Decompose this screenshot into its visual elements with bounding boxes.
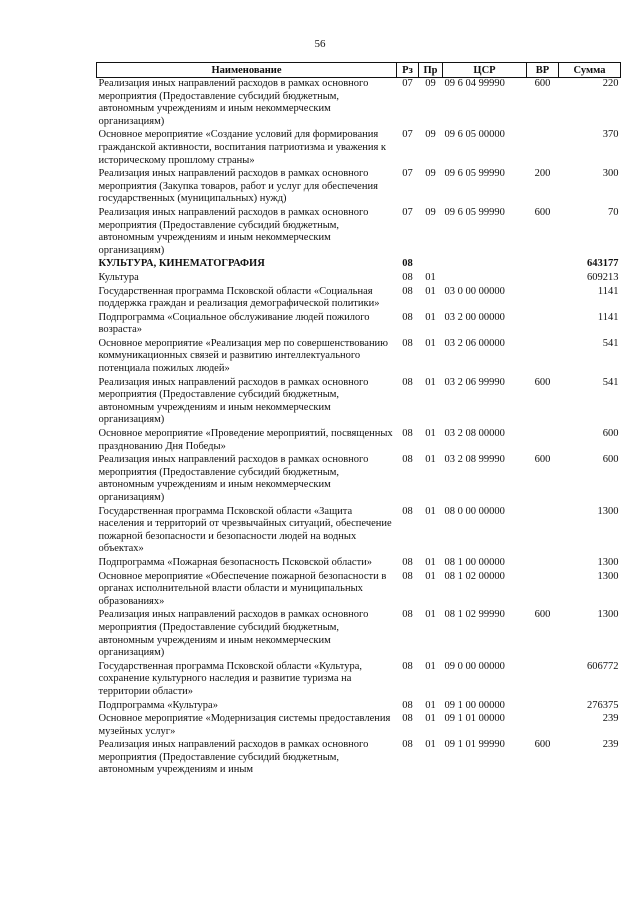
cell-sum: 606772 [587, 660, 619, 672]
cell-name: Основное мероприятие «Реализация мер по совершенствованию коммуникационных связей и развитию интеллектуального потенциала пожилых людей» [98, 337, 389, 375]
cell-pr: 01 [425, 337, 436, 349]
cell-csr: 03 2 06 00000 [444, 337, 505, 349]
table-body [97, 78, 621, 779]
cell-rz: 08 [402, 258, 413, 270]
cell-sum: 370 [602, 129, 619, 141]
cell-sum: 541 [602, 376, 619, 388]
cell-name: Реализация иных направлений расходов в рамках основного мероприятия (Предоставление субсидий бюджетным, автономным учреждениям и иным [98, 739, 369, 776]
cell-rz: 08 [402, 660, 413, 672]
table-row [97, 286, 621, 312]
cell-sum: 1300 [597, 570, 619, 582]
table-row [97, 454, 621, 505]
cell-sum: 276375 [587, 699, 619, 711]
cell-pr: 01 [425, 271, 436, 283]
section-row [97, 258, 621, 272]
cell-name: Реализация иных направлений расходов в рамках основного мероприятия (Предоставление субсидий бюджетным, автономным учреждениям и иным некоммерческим организациям) [98, 609, 369, 659]
cell-name: Государственная программа Псковской области «Социальная поддержка граждан и реализация демографической политики» [98, 285, 380, 310]
cell-sum: 1141 [597, 285, 619, 297]
cell-pr: 01 [425, 505, 436, 517]
cell-name: Реализация иных направлений расходов в рамках основного мероприятия (Предоставление субсидий бюджетным, автономным учреждениям и иным некоммерческим организациям) [98, 206, 369, 256]
cell-sum: 600 [602, 454, 619, 466]
cell-rz: 07 [402, 129, 413, 141]
table-row [97, 129, 621, 168]
cell-sum: 1300 [597, 505, 619, 517]
cell-rz: 08 [402, 609, 413, 621]
cell-csr: 09 1 00 00000 [444, 699, 505, 711]
table-row [97, 661, 621, 700]
cell-pr: 01 [425, 556, 436, 568]
cell-name: Основное мероприятие «Создание условий для формирования гражданской активности, воспитания патриотизма и уважения к историческому прошлому страны» [98, 129, 387, 166]
cell-sum: 239 [602, 739, 619, 751]
cell-sum: 220 [602, 78, 619, 89]
cell-csr: 03 2 00 00000 [444, 311, 505, 323]
page-number: 56 [314, 38, 326, 50]
cell-vr [527, 338, 559, 377]
cell-pr: 01 [425, 376, 436, 388]
header-vr: ВР [527, 63, 559, 78]
cell-vr: 600 [534, 206, 551, 218]
cell-sum: 239 [602, 713, 619, 725]
cell-name: Подпрограмма «Пожарная безопасность Псковской области» [98, 556, 373, 568]
cell-pr: 09 [425, 78, 436, 89]
cell-rz: 08 [402, 699, 413, 711]
cell-csr: 03 0 00 00000 [444, 285, 505, 297]
cell-pr: 01 [425, 660, 436, 672]
cell-csr: 03 2 06 99990 [444, 376, 505, 388]
cell-rz: 07 [402, 78, 413, 89]
cell-vr [527, 557, 559, 571]
cell-vr [527, 272, 559, 286]
cell-vr: 600 [534, 376, 551, 388]
cell-sum: 300 [602, 168, 619, 180]
cell-name: Основное мероприятие «Проведение мероприятий, посвященных празднованию Дня Победы» [98, 428, 393, 452]
cell-rz: 08 [402, 556, 413, 568]
cell-name: КУЛЬТУРА, КИНЕМАТОГРАФИЯ [98, 258, 265, 270]
cell-csr [443, 258, 527, 272]
cell-rz: 07 [402, 206, 413, 218]
cell-csr: 09 1 01 00000 [444, 713, 505, 725]
cell-csr: 08 1 02 00000 [444, 570, 505, 582]
table-row [97, 377, 621, 428]
cell-name: Подпрограмма «Культура» [98, 699, 218, 711]
cell-name: Основное мероприятие «Модернизация системы предоставления музейных услуг» [98, 713, 391, 737]
table-row [97, 739, 621, 778]
cell-name: Основное мероприятие «Обеспечение пожарной безопасности в органах исполнительной власти области и муниципальных образованиях» [98, 570, 387, 607]
cell-csr: 09 1 01 99990 [444, 739, 505, 751]
cell-sum: 70 [608, 206, 619, 218]
cell-vr [527, 700, 559, 714]
cell-vr [527, 129, 559, 168]
table-row [97, 312, 621, 338]
cell-rz: 08 [402, 454, 413, 466]
cell-vr [527, 258, 559, 272]
cell-rz: 08 [402, 337, 413, 349]
table-row [97, 713, 621, 739]
cell-vr: 200 [534, 168, 551, 180]
cell-pr: 01 [425, 428, 436, 440]
table-row [97, 506, 621, 557]
cell-rz: 08 [402, 713, 413, 725]
table-row [97, 168, 621, 207]
cell-csr: 08 1 00 00000 [444, 556, 505, 568]
cell-name: Реализация иных направлений расходов в рамках основного мероприятия (Предоставление субсидий бюджетным, автономным учреждениям и иным некоммерческим организациям) [98, 376, 369, 426]
cell-pr: 01 [425, 739, 436, 751]
cell-vr [527, 661, 559, 700]
cell-pr: 01 [425, 454, 436, 466]
cell-name: Культура [98, 271, 139, 283]
table-row [97, 557, 621, 571]
cell-sum: 541 [602, 337, 619, 349]
cell-pr: 01 [425, 609, 436, 621]
cell-csr [443, 272, 527, 286]
cell-vr: 600 [534, 78, 551, 89]
table-row [97, 338, 621, 377]
cell-rz: 08 [402, 428, 413, 440]
cell-pr: 09 [425, 129, 436, 141]
cell-csr: 08 1 02 99990 [444, 609, 505, 621]
cell-csr: 03 2 08 99990 [444, 454, 505, 466]
cell-sum: 609213 [587, 271, 619, 283]
cell-rz: 08 [402, 271, 413, 283]
cell-name: Государственная программа Псковской области «Защита населения и территорий от чрезвычайных ситуаций, обеспечение пожарной безопасности и безопасности людей на водных объектах» [98, 505, 392, 555]
cell-pr: 01 [425, 311, 436, 323]
cell-csr: 03 2 08 00000 [444, 428, 505, 440]
cell-pr [419, 258, 443, 272]
header-rz: Рз [397, 63, 419, 78]
header-sum: Сумма [559, 63, 621, 78]
cell-pr: 01 [425, 699, 436, 711]
table-row [97, 609, 621, 660]
cell-rz: 07 [402, 168, 413, 180]
cell-csr: 09 6 04 99990 [444, 78, 505, 89]
cell-vr [527, 571, 559, 610]
cell-sum: 600 [602, 428, 619, 440]
table-row [97, 272, 621, 286]
cell-csr: 09 6 05 00000 [444, 129, 505, 141]
cell-vr: 600 [534, 454, 551, 466]
cell-rz: 08 [402, 505, 413, 517]
cell-pr: 01 [425, 285, 436, 297]
cell-vr [527, 713, 559, 739]
cell-sum: 1300 [597, 556, 619, 568]
cell-vr [527, 506, 559, 557]
cell-sum: 1141 [597, 311, 619, 323]
cell-rz: 08 [402, 311, 413, 323]
cell-sum: 1300 [597, 609, 619, 621]
cell-vr [527, 312, 559, 338]
cell-rz: 08 [402, 739, 413, 751]
cell-name: Государственная программа Псковской области «Культура, сохранение культурного наследия и развитие туризма на территории области» [98, 660, 363, 697]
cell-pr: 01 [425, 570, 436, 582]
table-row [97, 207, 621, 258]
cell-pr: 01 [425, 713, 436, 725]
cell-name: Подпрограмма «Социальное обслуживание людей пожилого возраста» [98, 311, 370, 336]
cell-pr: 09 [425, 168, 436, 180]
cell-rz: 08 [402, 570, 413, 582]
cell-rz: 08 [402, 376, 413, 388]
cell-vr: 600 [534, 739, 551, 751]
cell-csr: 09 6 05 99990 [444, 168, 505, 180]
table-row [97, 571, 621, 610]
cell-rz: 08 [402, 285, 413, 297]
header-name: Наименование [97, 63, 397, 78]
cell-vr [527, 286, 559, 312]
cell-pr: 09 [425, 206, 436, 218]
header-csr: ЦСР [443, 63, 527, 78]
table-row [97, 428, 621, 454]
cell-csr: 08 0 00 00000 [444, 505, 505, 517]
table-header-row [97, 63, 621, 78]
cell-csr: 09 6 05 99990 [444, 206, 505, 218]
cell-csr: 09 0 00 00000 [444, 660, 505, 672]
table-row [97, 700, 621, 714]
cell-name: Реализация иных направлений расходов в рамках основного мероприятия (Закупка товаров, работ и услуг для обеспечения государственных (муниципальных) нужд) [98, 168, 378, 205]
table-row [97, 78, 621, 130]
cell-name: Реализация иных направлений расходов в рамках основного мероприятия (Предоставление субсидий бюджетным, автономным учреждениям и иным некоммерческим организациям) [98, 78, 369, 127]
cell-sum: 643177 [587, 258, 619, 270]
budget-table [96, 62, 621, 778]
cell-vr: 600 [534, 609, 551, 621]
cell-name: Реализация иных направлений расходов в рамках основного мероприятия (Предоставление субсидий бюджетным, автономным учреждениям и иным некоммерческим организациям) [98, 454, 369, 503]
header-pr: Пр [419, 63, 443, 78]
cell-vr [527, 428, 559, 454]
